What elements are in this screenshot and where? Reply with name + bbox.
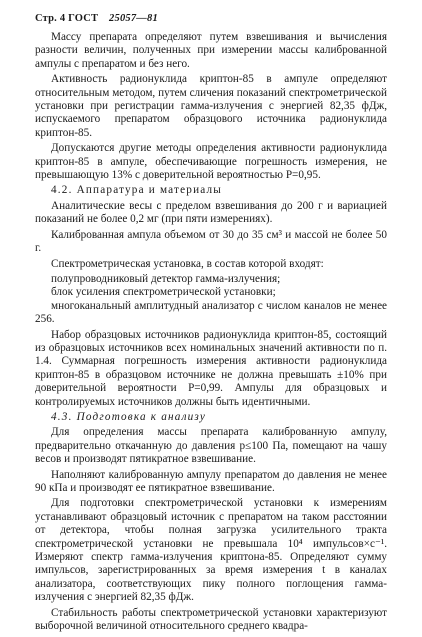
paragraph: Спектрометрическая установка, в состав которой входят: <box>51 257 324 270</box>
paragraph: Для определения массы препарата калиброванную ампулу, предварительно откачанную до давления p≤100 Па, помещают на чашу весов и производят пятикратное взвешивание. <box>35 426 387 466</box>
section-heading-4-3: 4.3. Подготовка к анализу <box>51 410 207 423</box>
list-item: многоканальный амплитудный анализатор с числом каналов не менее 256. <box>35 299 387 326</box>
paragraph: Допускаются другие методы определения активности радионуклида криптон-85 в ампуле, обеспечивающие погрешность измерения, не превышающую 13% с доверительной вероятностью P=0,95. <box>35 142 387 182</box>
section-heading-4-2: 4.2. Аппаратура и материалы <box>51 184 223 197</box>
paragraph: Аналитические весы с пределом взвешивания до 200 г и вариацией показаний не более 0,2 мг (при пяти измерениях). <box>35 199 387 226</box>
standard-number: 25057—81 <box>109 13 158 24</box>
list-item: блок усиления спектрометрической установки; <box>51 286 276 299</box>
paragraph: Для подготовки спектрометрической установки к измерениям устанавливают образцовый источник с препаратом на таком расстоянии от детектора, чтобы полная загрузка усилительного тракта спектрометрической установки не превышала 10⁴ импульсов×с⁻¹. Измеряют спектр гамма-излучения криптона-85. Определяют сумму импульсов, зарегистрированных за время измерения t в каналах анализатора, соответствующих пику полного поглощения гамма-излучения с энергией 82,35 фДж. <box>35 497 387 604</box>
standard-label: ГОСТ <box>68 13 99 24</box>
paragraph: Стабильность работы спектрометрической установки характеризуют выборочной величиной относительного среднего квадра- <box>35 606 387 633</box>
paragraph: Активность радионуклида криптон-85 в ампуле определяют относительным методом, путем сличения показаний спектрометрической установки при регистрации гамма-излучения с энергией 82,35 фДж, испускаемого препаратом образцового источника радионуклида криптон-85. <box>35 73 387 139</box>
page-number: Стр. 4 <box>35 13 66 24</box>
list-item: полупроводниковый детектор гамма-излучения; <box>51 272 281 285</box>
paragraph: Наполняют калиброванную ампулу препаратом до давления не менее 90 кПа и производят ее пятикратное взвешивание. <box>35 468 387 494</box>
page-header <box>35 12 158 25</box>
equipment-list <box>35 273 387 327</box>
document-body <box>35 31 387 635</box>
paragraph: Калиброванная ампула объемом от 30 до 35 см³ и массой не более 50 г. <box>35 228 387 255</box>
paragraph: Массу препарата определяют путем взвешивания и вычисления разности величин, полученных при измерении массы калиброванной ампулы с препаратом и без него. <box>35 31 387 70</box>
paragraph: Набор образцовых источников радионуклида криптон-85, состоящий из образцовых источников всех номинальных значений активности по п. 1.4. Суммарная погрешность измерения активности радионуклида криптон-85 в образцовом источнике не должна превышать ±10% при доверительной вероятности P=0,99. Ампулы для образцовых и контролируемых источников должны быть идентичными. <box>35 328 387 408</box>
